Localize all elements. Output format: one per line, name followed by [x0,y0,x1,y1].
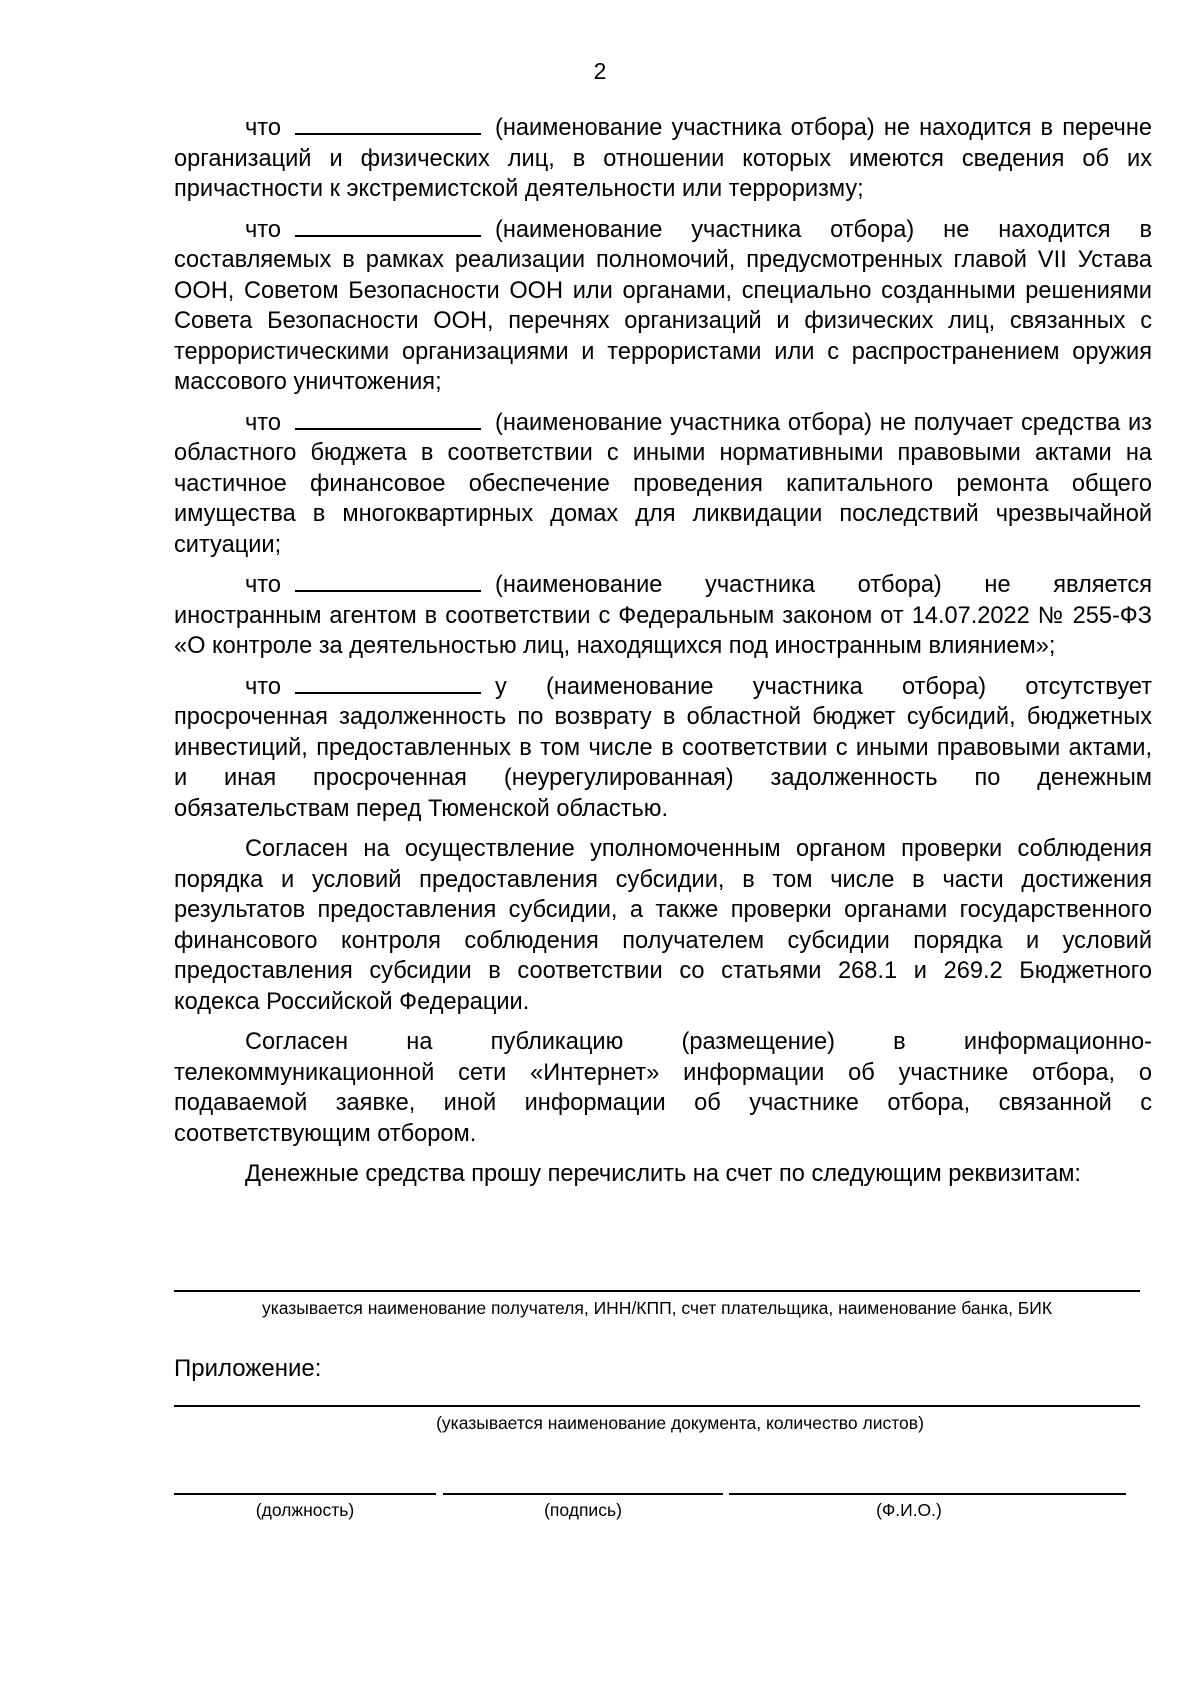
position-field-line[interactable] [174,1493,436,1495]
consent-audit-paragraph: Согласен на осуществление уполномоченным органом проверки соблюдения порядка и условий предоставления субсидии, в том числе в части достижения результатов предоставления субсидии, а также проверки органами государственного финансового контроля соблюдения получателем субсидии порядка и условий предоставления субсидии в соответствии со статьями 268.1 и 269.2 Бюджетного кодекса Российской Федерации. [174,836,1152,1015]
participant-blank-field[interactable] [295,570,481,592]
statement-paragraph-5 [174,672,1152,825]
requisites-field-line[interactable] [174,1290,1140,1292]
participant-blank-field[interactable] [295,113,481,135]
statement-paragraph-4 [174,570,1152,662]
statement-lead: что [245,409,281,436]
requisites-caption: указывается наименование получателя, ИНН/КПП, счет плательщика, наименование банка, БИК [261,1298,1053,1318]
participant-blank-field[interactable] [295,215,481,237]
attachment-label: Приложение: [174,1355,322,1382]
statement-paragraph-3 [174,408,1152,561]
statement-paragraph-1 [174,113,1152,205]
signature-field-line[interactable] [443,1493,723,1495]
participant-blank-field[interactable] [295,408,481,430]
page-number: 2 [593,58,607,84]
statement-text: (наименование участника отбора) не находится в перечне организаций и физических лиц, в отношении которых имеются сведения об их причастности к экстремистской деятельности или терроризму; [174,115,1152,202]
statement-paragraph-2 [174,215,1152,398]
statement-lead: что [245,572,281,598]
document-body [174,113,1152,1200]
statement-text: (наименование участника отбора) не получает средства из областного бюджета в соответствии с иными нормативными правовыми актами на частичное финансовое обеспечение проведения капитального ремонта общего имущества в многоквартирных домах для ликвидации последствий чрезвычайной ситуации; [174,409,1152,558]
full-name-caption: (Ф.И.О.) [876,1500,942,1520]
statement-text: (наименование участника отбора) не является иностранным агентом в соответствии с Федеральным законом от 14.07.2022 № 255-ФЗ «О контроле за деятельностью лиц, находящихся под иностранным влиянием»; [174,572,1152,659]
attachment-field-line[interactable] [174,1405,1140,1407]
statement-text: (наименование участника отбора) не находится в составляемых в рамках реализации полномочий, предусмотренных главой VII Устава ООН, Советом Безопасности ООН или органами, специально созданными решениями Совета Безопасности ООН, перечнях организаций и физических лиц, связанных с террористическими организациями и террористами или с распространением оружия массового уничтожения; [174,216,1152,395]
statement-lead: что [245,216,281,243]
statement-text: у (наименование участника отбора) отсутствует просроченная задолженность по возврату в областной бюджет субсидий, бюджетных инвестиций, предоставленных в том числе в соответствии с иными правовыми актами, и иная просроченная (неурегулированная) задолженность по денежным обязательствам перед Тюменской областью. [174,673,1152,822]
bank-transfer-paragraph: Денежные средства прошу перечислить на счет по следующим реквизитам: [245,1161,1081,1187]
attachment-caption: (указывается наименование документа, количество листов) [436,1413,924,1433]
statement-lead: что [245,115,281,141]
participant-blank-field[interactable] [295,672,481,694]
position-caption: (должность) [255,1500,355,1520]
consent-publication-paragraph: Согласен на публикацию (размещение) в информационно-телекоммуникационной сети «Интернет» информации об участнике отбора, о подаваемой заявке, иной информации об участнике отбора, связанной с соответствующим отбором. [174,1029,1152,1147]
statement-lead: что [245,673,281,700]
full-name-field-line[interactable] [729,1493,1126,1495]
signature-caption: (подпись) [544,1500,622,1520]
